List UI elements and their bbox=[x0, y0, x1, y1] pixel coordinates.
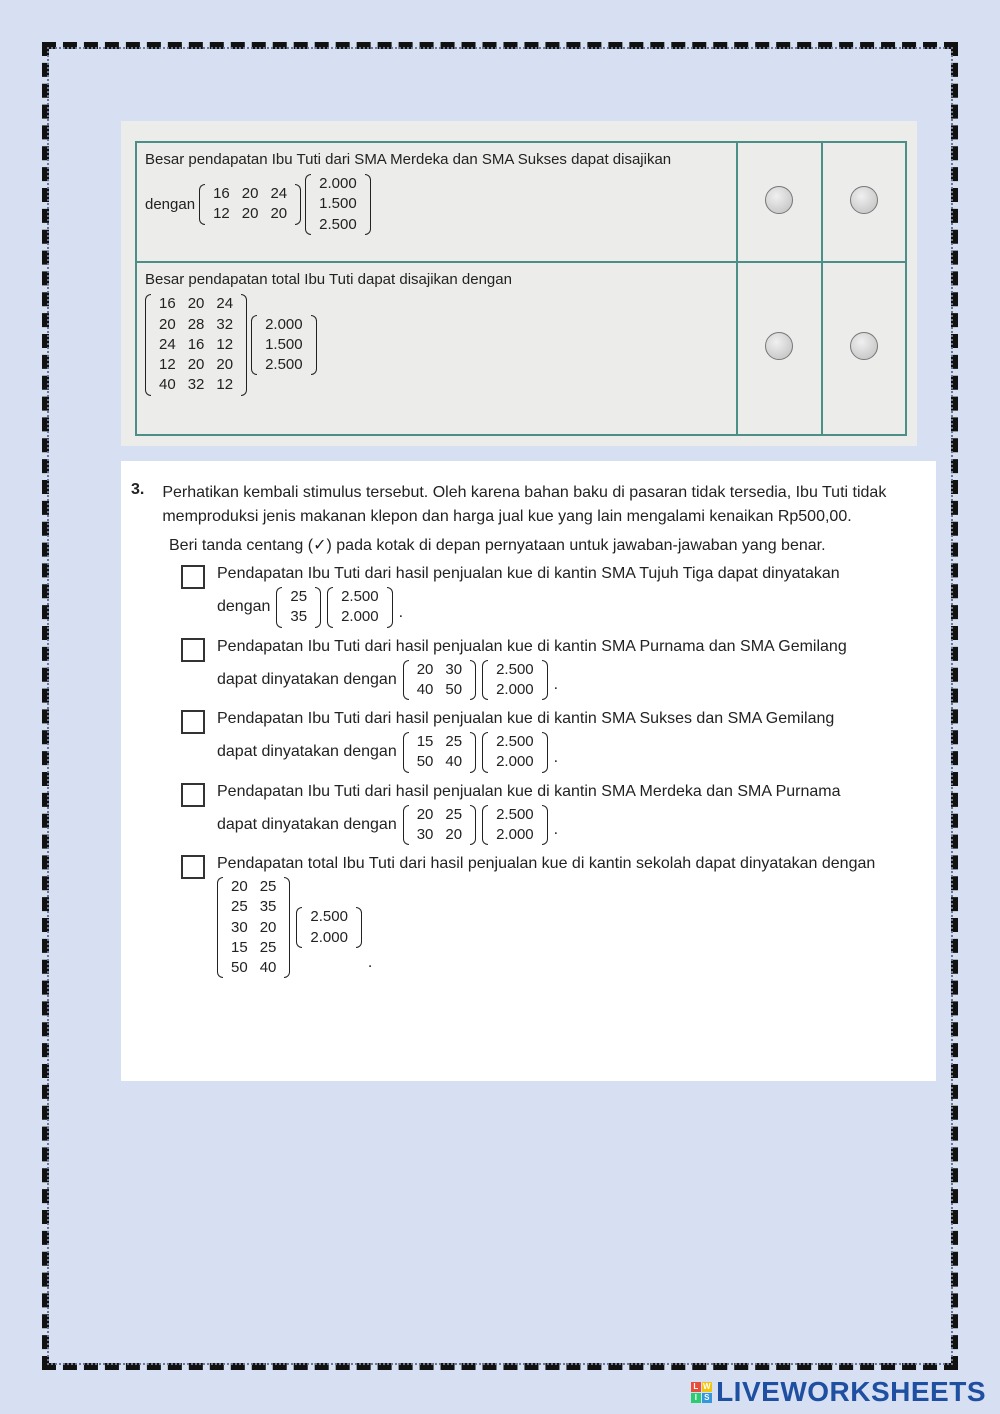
statement-cell bbox=[136, 262, 737, 435]
answer-prefix: dengan bbox=[217, 598, 271, 616]
answer-checkbox[interactable] bbox=[181, 783, 205, 807]
logo-icon: L W I S bbox=[691, 1382, 712, 1403]
option-cell bbox=[737, 142, 821, 262]
answer-text: Pendapatan Ibu Tuti dari hasil penjualan kue di kantin SMA Sukses dan SMA Gemilang bbox=[217, 710, 835, 727]
statement-prefix: dengan bbox=[145, 195, 196, 213]
answer-item: Pendapatan total Ibu Tuti dari hasil penjualan kue di kantin sekolah dapat dinyatakan dengan 20 25 25 35 30 20 15 25 50 40 2.500 2.000 . bbox=[181, 853, 916, 978]
answer-checkbox[interactable] bbox=[181, 638, 205, 662]
logo-text: LIVEWORKSHEETS bbox=[716, 1376, 986, 1407]
question-block bbox=[121, 461, 936, 1081]
answer-item: Pendapatan Ibu Tuti dari hasil penjualan kue di kantin SMA Tujuh Tiga dapat dinyatakan dengan 25 35 2.500 2.000 . bbox=[181, 563, 916, 628]
answer-item: Pendapatan Ibu Tuti dari hasil penjualan kue di kantin SMA Sukses dan SMA Gemilang dapat dinyatakan dengan 15 25 50 40 2.500 2.000 . bbox=[181, 708, 916, 773]
question-instruction: Beri tanda centang (✓) pada kotak di depan pernyataan untuk jawaban-jawaban yang benar. bbox=[169, 537, 826, 554]
matrix-a: 20 30 40 50 bbox=[403, 660, 476, 701]
table-row bbox=[136, 142, 906, 262]
answer-text: Pendapatan Ibu Tuti dari hasil penjualan kue di kantin SMA Purnama dan SMA Gemilang bbox=[217, 637, 847, 655]
answer-checkbox[interactable] bbox=[181, 565, 205, 589]
answer-prefix: dapat dinyatakan dengan bbox=[217, 743, 397, 761]
answer-item: Pendapatan Ibu Tuti dari hasil penjualan kue di kantin SMA Purnama dan SMA Gemilang dapat dinyatakan dengan 20 30 40 50 2.500 2.000 . bbox=[181, 636, 916, 701]
matrix-a: 20 25 30 20 bbox=[403, 805, 476, 846]
answer-checkbox[interactable] bbox=[181, 855, 205, 879]
option-cell bbox=[822, 142, 906, 262]
liveworksheets-logo[interactable] bbox=[691, 1376, 986, 1408]
matrix-a: 25 35 bbox=[276, 587, 321, 628]
radio-true[interactable] bbox=[765, 186, 793, 214]
table-excerpt bbox=[121, 121, 917, 446]
matrix-b: 2.000 1.500 2.500 bbox=[251, 315, 317, 376]
statement-cell bbox=[136, 142, 737, 262]
matrix-a: 16 20 24 20 28 32 24 16 12 12 20 20 40 32 12 bbox=[145, 294, 247, 395]
answer-item: Pendapatan Ibu Tuti dari hasil penjualan kue di kantin SMA Merdeka dan SMA Purnama dapat dinyatakan dengan 20 25 30 20 2.500 2.000 . bbox=[181, 781, 916, 846]
question-text: Perhatikan kembali stimulus tersebut. Oleh karena bahan baku di pasaran tidak tersedia, Ibu Tuti tidak memproduksi jenis makanan klepon dan harga jual kue yang lain mengalami kenaikan Rp500,00. bbox=[162, 484, 887, 525]
answer-prefix: dapat dinyatakan dengan bbox=[217, 815, 397, 833]
answer-text: Pendapatan Ibu Tuti dari hasil penjualan kue di kantin SMA Tujuh Tiga dapat dinyatakan bbox=[217, 565, 840, 582]
question-number: 3. bbox=[131, 481, 145, 498]
matrix-b: 2.500 2.000 bbox=[327, 587, 393, 628]
answer-checkbox[interactable] bbox=[181, 710, 205, 734]
table-row bbox=[136, 262, 906, 435]
matrix-b: 2.500 2.000 bbox=[296, 907, 362, 948]
radio-true[interactable] bbox=[765, 332, 793, 360]
statement-table bbox=[135, 141, 907, 436]
matrix-b: 2.500 2.000 bbox=[482, 732, 548, 773]
statement-text: Besar pendapatan total Ibu Tuti dapat disajikan dengan bbox=[145, 271, 512, 289]
answer-text: Pendapatan total Ibu Tuti dari hasil penjualan kue di kantin sekolah dapat dinyatakan dengan bbox=[217, 855, 876, 872]
matrix-b: 2.500 2.000 bbox=[482, 805, 548, 846]
matrix-b: 2.500 2.000 bbox=[482, 660, 548, 701]
statement-text: Besar pendapatan Ibu Tuti dari SMA Merdeka dan SMA Sukses dapat disajikan bbox=[145, 151, 672, 168]
radio-false[interactable] bbox=[850, 186, 878, 214]
option-cell bbox=[737, 262, 821, 435]
answer-text: Pendapatan Ibu Tuti dari hasil penjualan kue di kantin SMA Merdeka dan SMA Purnama bbox=[217, 782, 841, 800]
option-cell bbox=[822, 262, 906, 435]
radio-false[interactable] bbox=[850, 332, 878, 360]
answer-prefix: dapat dinyatakan dengan bbox=[217, 670, 397, 688]
matrix-b: 2.000 1.500 2.500 bbox=[305, 174, 371, 235]
matrix-a: 16 20 24 12 20 20 bbox=[199, 184, 301, 225]
answer-list bbox=[181, 563, 916, 978]
matrix-a: 15 25 50 40 bbox=[403, 732, 476, 773]
matrix-a: 20 25 25 35 30 20 15 25 50 40 bbox=[217, 877, 290, 978]
